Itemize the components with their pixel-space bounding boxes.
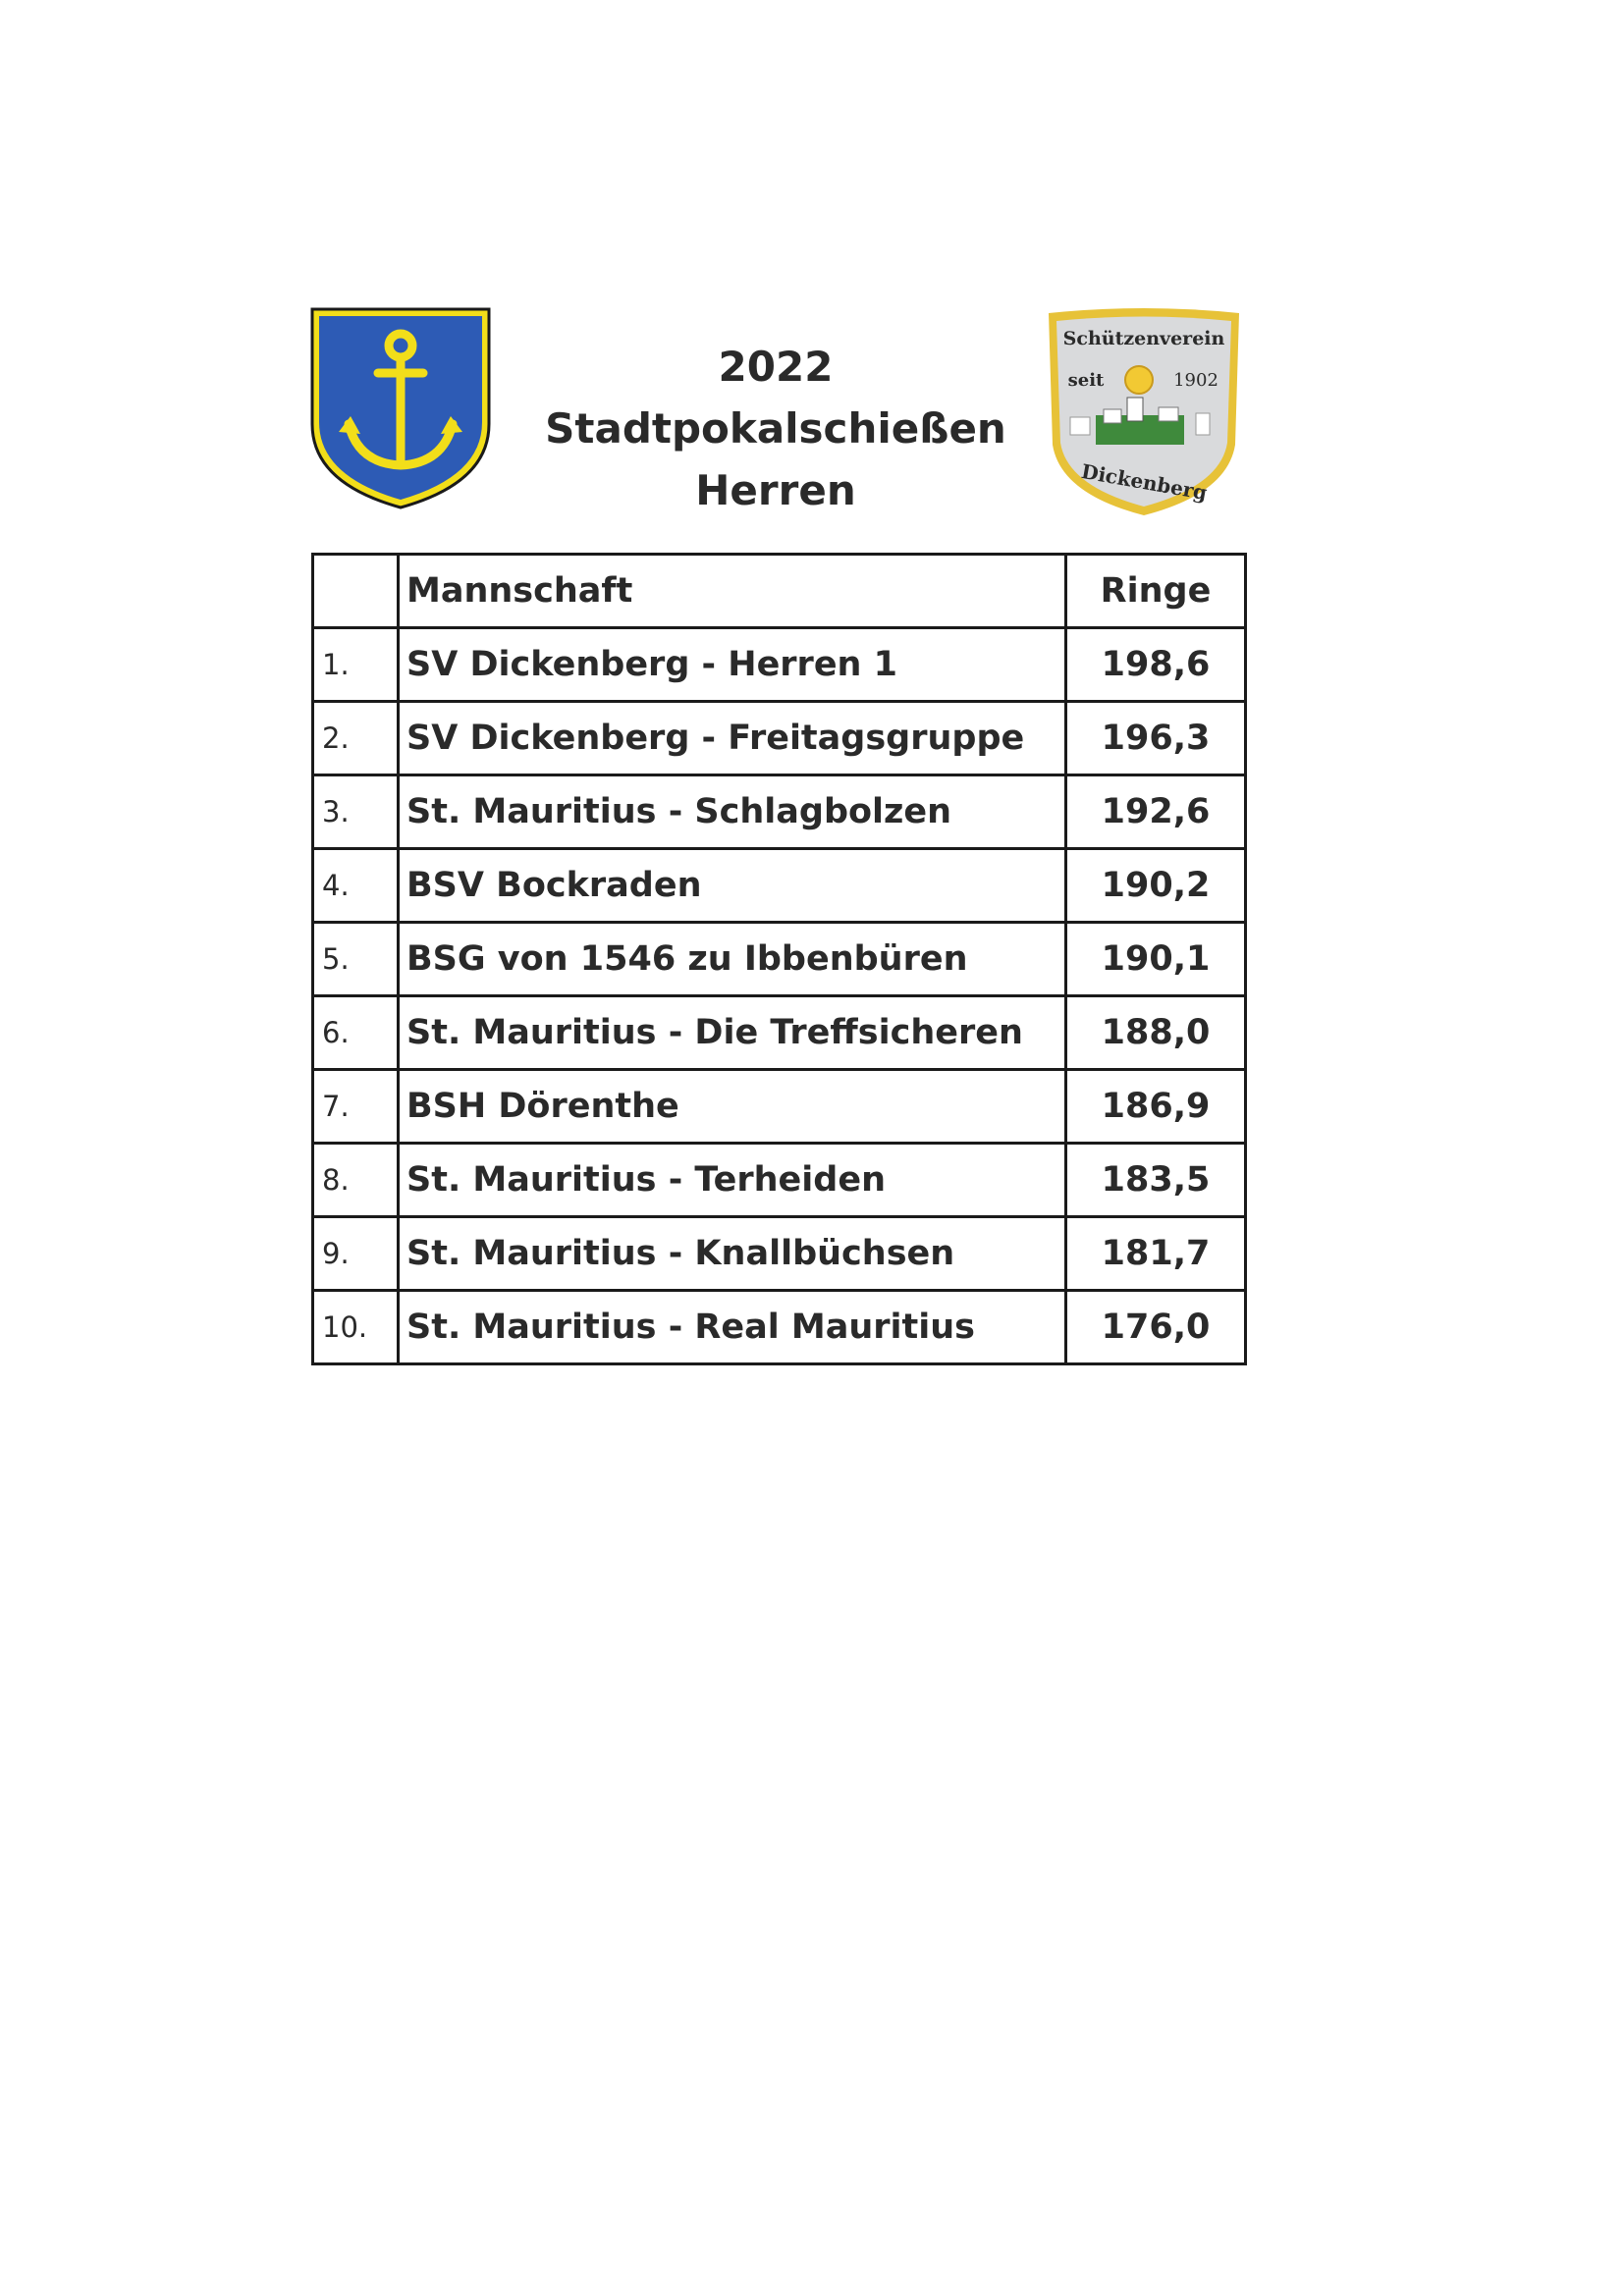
table-body — [313, 628, 1246, 1364]
target-icon — [1125, 366, 1153, 394]
table-row — [313, 775, 1246, 849]
score-cell: 190,2 — [1066, 849, 1246, 923]
logo-top-text: Schützenverein — [1062, 328, 1225, 349]
event-heading: Stadtpokalschießen — [545, 404, 1006, 453]
table-row — [313, 1217, 1246, 1291]
score-cell: 198,6 — [1066, 628, 1246, 702]
table-row — [313, 702, 1246, 775]
team-cell: BSV Bockraden — [399, 849, 1066, 923]
score-cell: 186,9 — [1066, 1070, 1246, 1144]
year-heading: 2022 — [718, 343, 834, 391]
score-cell: 196,3 — [1066, 702, 1246, 775]
team-cell: SV Dickenberg - Freitagsgruppe — [399, 702, 1066, 775]
table-row — [313, 996, 1246, 1070]
score-cell: 192,6 — [1066, 775, 1246, 849]
score-cell: 183,5 — [1066, 1144, 1246, 1217]
rank-cell: 2. — [313, 702, 399, 775]
score-cell: 176,0 — [1066, 1291, 1246, 1364]
rank-column-header — [313, 555, 399, 628]
rank-cell: 7. — [313, 1070, 399, 1144]
table-row — [313, 1291, 1246, 1364]
rank-cell: 5. — [313, 923, 399, 996]
team-cell: BSG von 1546 zu Ibbenbüren — [399, 923, 1066, 996]
logo-left-text: seit — [1067, 370, 1105, 391]
results-table — [311, 553, 1247, 1365]
table-row — [313, 1144, 1246, 1217]
rank-cell: 9. — [313, 1217, 399, 1291]
title-block — [491, 336, 1060, 521]
table-header-row — [313, 555, 1246, 628]
logo-right-text: 1902 — [1173, 370, 1218, 391]
team-cell: St. Mauritius - Die Treffsicheren — [399, 996, 1066, 1070]
score-cell: 188,0 — [1066, 996, 1246, 1070]
rank-cell: 1. — [313, 628, 399, 702]
team-cell: St. Mauritius - Real Mauritius — [399, 1291, 1066, 1364]
table-row — [313, 849, 1246, 923]
team-cell: St. Mauritius - Terheiden — [399, 1144, 1066, 1217]
team-column-header: Mannschaft — [399, 555, 1066, 628]
anchor-crest-logo — [309, 306, 492, 510]
club-crest-logo — [1041, 307, 1247, 519]
rank-cell: 4. — [313, 849, 399, 923]
rank-cell: 6. — [313, 996, 399, 1070]
team-cell: St. Mauritius - Schlagbolzen — [399, 775, 1066, 849]
table-row — [313, 923, 1246, 996]
category-heading: Herren — [695, 466, 856, 514]
logo-bottom-text: Dickenberg — [1079, 458, 1210, 506]
table-row — [313, 628, 1246, 702]
team-cell: St. Mauritius - Knallbüchsen — [399, 1217, 1066, 1291]
score-column-header: Ringe — [1066, 555, 1246, 628]
score-cell: 181,7 — [1066, 1217, 1246, 1291]
rank-cell: 10. — [313, 1291, 399, 1364]
team-cell: BSH Dörenthe — [399, 1070, 1066, 1144]
rank-cell: 8. — [313, 1144, 399, 1217]
team-cell: SV Dickenberg - Herren 1 — [399, 628, 1066, 702]
score-cell: 190,1 — [1066, 923, 1246, 996]
rank-cell: 3. — [313, 775, 399, 849]
table-row — [313, 1070, 1246, 1144]
